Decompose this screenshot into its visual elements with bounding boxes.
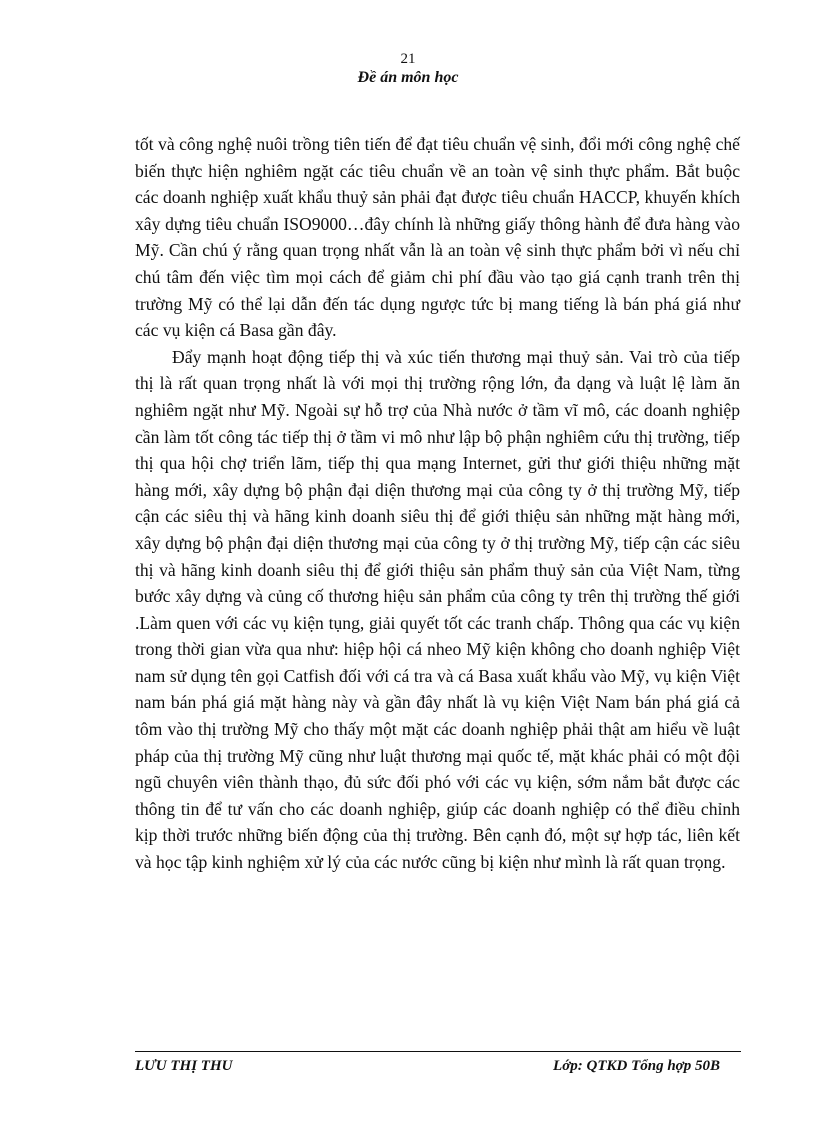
page-header-title: Đề án môn học	[357, 69, 459, 86]
paragraph-continued: tốt và công nghệ nuôi trồng tiên tiến để đạt tiêu chuẩn vệ sinh, đổi mới công nghệ chế biến thực hiện nghiêm ngặt các tiêu chuẩn về an toàn vệ sinh thực phẩm. Bắt buộc các doanh nghiệp xuất khẩu thuỷ sản phải đạt được tiêu chuẩn HACCP, khuyến khích xây dựng tiêu chuẩn ISO9000…đây chính là những giấy thông hành để đưa hàng vào Mỹ. Cần chú ý rằng quan trọng nhất vẫn là an toàn vệ sinh thực phẩm bởi vì nếu chỉ chú tâm đến việc tìm mọi cách để giảm chi phí đầu vào tạo giá cạnh tranh trên thị trường Mỹ có thể lại dẫn đến tác dụng ngược tức bị mang tiếng là bán phá giá như các vụ kiện cá Basa gần đây.	[135, 134, 740, 341]
page-number: 21	[400, 51, 416, 67]
footer-divider	[135, 1051, 741, 1052]
document-body	[135, 131, 740, 876]
footer-author: LƯU THỊ THU	[135, 1058, 233, 1074]
paragraph-marketing: Đẩy mạnh hoạt động tiếp thị và xúc tiến thương mại thuỷ sản. Vai trò của tiếp thị là rất quan trọng nhất là với mọi thị trường rộng lớn, đa dạng và luật lệ làm ăn nghiêm ngặt như Mỹ. Ngoài sự hỗ trợ của Nhà nước ở tầm vĩ mô, các doanh nghiệp cần làm tốt công tác tiếp thị ở tầm vi mô như lập bộ phận nghiêm cứu thị trường, tiếp thị qua hội chợ triển lãm, tiếp thị qua mạng Internet, gửi thư giới thiệu những mặt hàng mới, xây dựng bộ phận đại diện thương mại của công ty ở thị trường Mỹ, tiếp cận các siêu thị và hãng kinh doanh siêu thị để giới thiệu sản những mặt hàng mới, xây dựng bộ phận đại diện thương mại của công ty ở thị trường Mỹ, tiếp cận các siêu thị và hãng kinh doanh siêu thị để giới thiệu sản phẩm thuỷ sản của Việt Nam, từng bước xây dựng và củng cố thương hiệu sản phẩm của công ty trên thị trường thế giới .Làm quen với các vụ kiện tụng, giải quyết tốt các tranh chấp. Thông qua các vụ kiện trong thời gian vừa qua như: hiệp hội cá nheo Mỹ kiện không cho doanh nghiệp Việt nam sử dụng tên gọi Catfish đối với cá tra và cá Basa xuất khẩu vào Mỹ, vụ kiện Việt nam bán phá giá mặt hàng này và gần đây nhất là vụ kiện Việt Nam bán phá giá cả tôm vào thị trường Mỹ cho thấy một mặt các doanh nghiệp phải thật am hiểu về luật pháp của thị trường Mỹ cũng như luật thương mại quốc tế, mặt khác phải có một đội ngũ chuyên viên thành thạo, đủ sức đối phó với các vụ kiện, sớm nắm bắt được các thông tin để tư vấn cho các doanh nghiệp, giúp các doanh nghiệp có thể điều chỉnh kịp thời trước những biến động của thị trường. Bên cạnh đó, một sự hợp tác, liên kết và học tập kinh nghiệm xử lý của các nước cũng bị kiện như mình là rất quan trọng.	[135, 346, 740, 873]
footer-class: Lớp: QTKD Tổng hợp 50B	[553, 1058, 720, 1074]
